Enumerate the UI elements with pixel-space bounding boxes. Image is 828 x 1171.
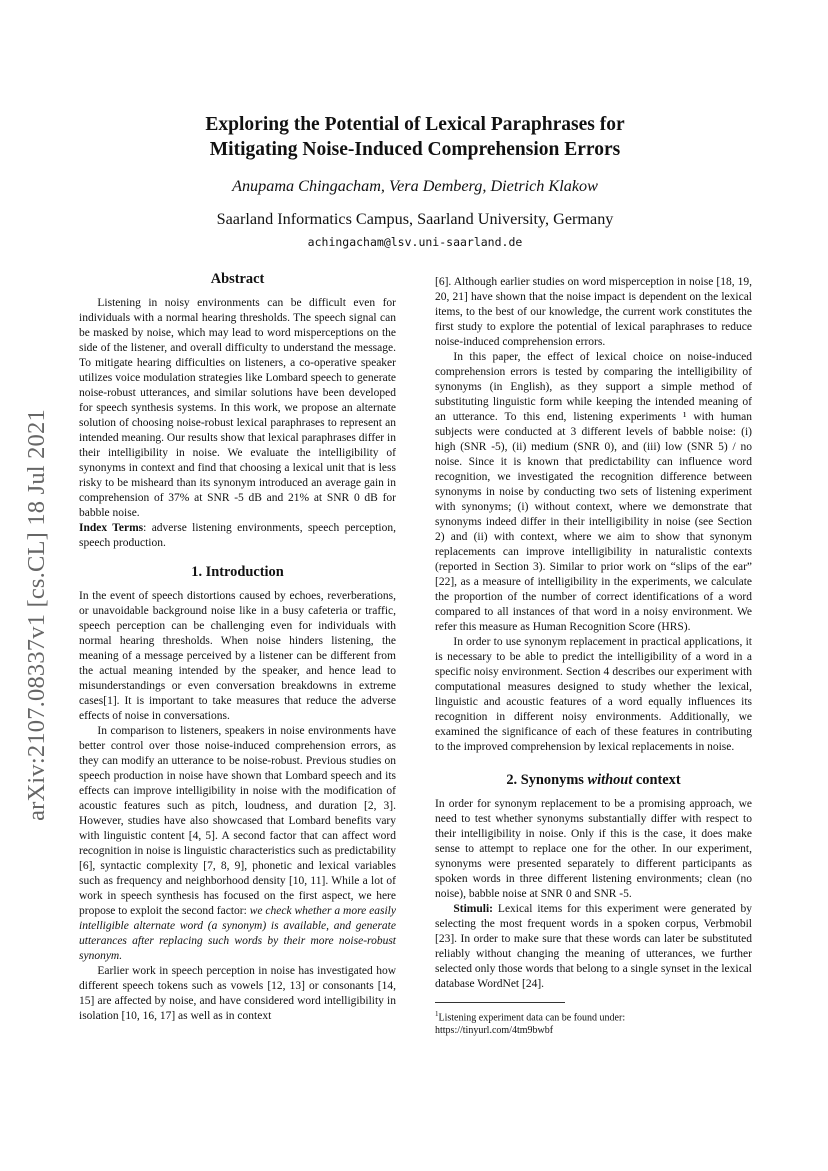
- footnote-line-1: [435, 1008, 752, 1024]
- stimuli-label: Stimuli:: [453, 903, 494, 915]
- section-2-heading-pre: 2. Synonyms: [506, 772, 588, 788]
- section-2-paragraph-1: In order for synonym replacement to be a promising approach, we need to test whether synonyms substantially differ with respect to their intelligibility in noise. Only if this is the case, it does make sense to attempt to replace one for the other. In our experiment, synonyms were presented separately to different participants as spoken words in three different listening environments; clean (no noise), babble noise at SNR 0 and SNR -5.: [435, 798, 752, 900]
- index-terms-text: : adverse listening environments, speech perception, speech production.: [79, 522, 397, 549]
- abstract-text: Listening in noisy environments can be difficult even for individuals with a normal hearing thresholds. The speech signal can be masked by noise, which may lead to word misperceptions on the side of the listener, and overall difficulty to understand the message. To mitigate hearing difficulties on listeners, a co-operative speaker utilizes voice modulation strategies like Lombard speech to generate noise-robust utterances, and similar solutions have been developed for speech synthesis systems. In this work, we propose an alternate solution of choosing noise-robust lexical paraphrases to represent an intended meaning. Our results show that lexical paraphrases differ in their intelligibility in noise. We evaluate the intelligibility of synonyms in context and find that choosing a lexical unit that is less risky to be misheard than its synonym introduced an average gain in comprehension of 37% at SNR -5 dB and 21% at SNR 0 dB for babble noise.: [79, 297, 396, 519]
- intro-paragraph-2: [79, 724, 396, 964]
- stimuli-text: Lexical items for this experiment were generated by selecting the most frequent words in a spoken corpus, Verbmobil [23]. In order to make sure that these words can later be substituted reliably without changing the meaning of utterances, we further selected only those words that belong to a single synset in the lexical database WordNet [24].: [435, 903, 752, 990]
- intro-paragraph-1: In the event of speech distortions caused by echoes, reverberations, or unavoidable background noise like in a busy cafeteria or traffic, speech perception can be challenging even for individuals with normal hearing thresholds. When noise hinders listening, the meaning of a message perceived by a listener can be different from the actual meaning intended by the speaker, and hence lead to misunderstandings or even conversation breakdowns in extreme cases[1]. It is important to take measures that reduce the adverse effects of noise in conversations.: [79, 590, 396, 722]
- arxiv-identifier: [12, 380, 62, 850]
- index-terms-label: Index Terms: [79, 522, 144, 534]
- footnote-text-1: Listening experiment data can be found under:: [438, 1012, 626, 1024]
- abstract-heading: Abstract: [210, 271, 265, 287]
- arxiv-identifier-text: arXiv:2107.08337v1 [cs.CL] 18 Jul 2021: [23, 409, 50, 821]
- title-line-1: Exploring the Potential of Lexical Paraphrases for: [205, 114, 625, 135]
- right-paragraph-1: [6]. Although earlier studies on word misperception in noise [18, 19, 20, 21] have shown that the noise impact is dependent on the lexical items, to the best of our knowledge, the current work constitutes the first study to explore the potential of lexical paraphrases to reduce noise-induced comprehension errors.: [435, 276, 752, 348]
- right-paragraph-3: In order to use synonym replacement in practical applications, it is necessary to be able to predict the intelligibility of a word in a specific noisy environment. Section 4 describes our experiment with computational measures designed to study whether the lexical, linguistic and acoustic features of a word equally influences its recognition in different noisy environments. Additionally, we examined the significance of each of these features in contributing to the improved comprehension by lexical replacements in noise.: [435, 636, 752, 753]
- footnote-mark: 1: [435, 1010, 439, 1018]
- section-2-heading-post: context: [632, 772, 681, 788]
- author-email: achingacham@lsv.uni-saarland.de: [307, 235, 523, 249]
- intro-paragraph-2-emphasis: we check whether a more easily intelligible alternate word (a synonym) is available, and generate utterances after replacing such words by their more noise-robust synonym.: [79, 905, 396, 962]
- footnote-divider: [435, 1002, 565, 1003]
- intro-paragraph-2-text: In comparison to listeners, speakers in noise environments have better control over those noise-induced comprehension errors, as they can modify an utterance to be noise-robust. Previous studies on speech production in noise have shown that Lombard speech and its effects can improve intelligibility in noise with the modification of acoustic features such as pitch, loudness, and duration [2, 3]. However, studies have also showcased that Lombard benefits vary with linguistic content [4, 5]. A second factor that can affect word recognition in noise is linguistic characteristics such as predictability [6], syntactic complexity [7, 8, 9], phonetic and lexical variables such as frequency and neighborhood density [10, 11]. While a lot of work in speech synthesis has focused on the first aspect, we here propose to exploit the second factor:: [79, 725, 396, 917]
- intro-paragraph-3: Earlier work in speech perception in noise has investigated how different speech tokens such as vowels [12, 13] or consonants [14, 15] are affected by noise, and have considered word intelligibility in isolation [10, 16, 17] as well as in context: [79, 965, 396, 1022]
- left-column: [79, 270, 396, 1024]
- section-2-paragraph-2: [435, 902, 752, 992]
- section-2-heading-em: without: [587, 772, 633, 788]
- affiliation: Saarland Informatics Campus, Saarland University, Germany: [216, 210, 614, 228]
- right-column: [435, 275, 752, 1037]
- footnote: [435, 1008, 752, 1037]
- section-2-heading: [435, 771, 752, 789]
- introduction-heading: 1. Introduction: [191, 564, 284, 580]
- title-line-2: Mitigating Noise-Induced Comprehension Errors: [209, 139, 621, 160]
- index-terms: [79, 521, 396, 551]
- paper-title: [100, 112, 730, 162]
- author-list: Anupama Chingacham, Vera Demberg, Dietrich Klakow: [232, 177, 598, 195]
- footnote-url[interactable]: https://tinyurl.com/4tm9bwbf: [435, 1025, 554, 1037]
- right-paragraph-2: In this paper, the effect of lexical choice on noise-induced comprehension errors is tested by comparing the intelligibility of synonyms (in English), as they support a simple method of substituting linguistic form while keeping the intended meaning of an utterance. To this end, listening experiments ¹ with human subjects were conducted at 3 different levels of babble noise: (i) high (SNR -5), (ii) medium (SNR 0), and (iii) low (SNR 5) / no noise. Since it is known that predictability can influence word recognition, we investigated the recognition difference between synonyms in noise by conducting two sets of listening experiment with synonyms; (i) without context, where we demonstrate that synonyms indeed differ in their intelligibility in noise (see Section 2) and (ii) with context, where we aim to show that synonym replacements can improve intelligibility in naturalistic contexts (reported in Section 3). Similar to prior work on “slips of the ear” [22], as a measure of intelligibility in the experiments, we calculate the proportion of the number of correct identifications of a word compared to all instances of that word in a noisy environment. We refer this measure as Human Recognition Score (HRS).: [435, 351, 752, 633]
